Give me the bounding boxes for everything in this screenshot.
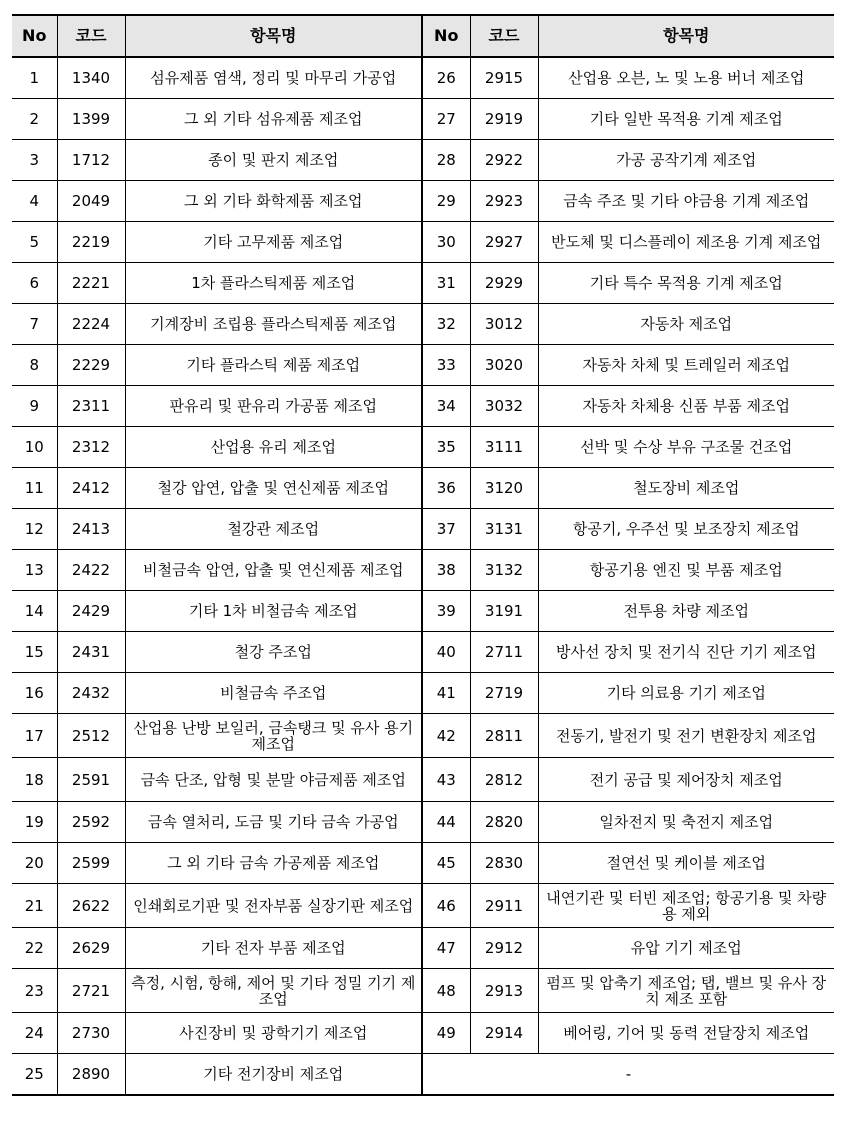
row-code-right: 2915 [470, 57, 538, 99]
row-no: 19 [12, 802, 57, 843]
table-row [12, 843, 834, 884]
row-name-right: 철도장비 제조업 [538, 468, 834, 509]
row-no: 17 [12, 714, 57, 758]
row-code-right: 3132 [470, 550, 538, 591]
row-name: 철강 압연, 압출 및 연신제품 제조업 [125, 468, 422, 509]
row-name: 금속 단조, 압형 및 분말 야금제품 제조업 [125, 758, 422, 802]
row-no-right: 36 [422, 468, 470, 509]
row-name: 판유리 및 판유리 가공품 제조업 [125, 386, 422, 427]
row-code: 2422 [57, 550, 125, 591]
row-no: 20 [12, 843, 57, 884]
row-name: 그 외 기타 금속 가공제품 제조업 [125, 843, 422, 884]
row-code: 2890 [57, 1054, 125, 1096]
row-name: 산업용 유리 제조업 [125, 427, 422, 468]
row-name-right: 선박 및 수상 부유 구조물 건조업 [538, 427, 834, 468]
table-row [12, 386, 834, 427]
row-name: 비철금속 압연, 압출 및 연신제품 제조업 [125, 550, 422, 591]
row-no-right: 28 [422, 140, 470, 181]
row-code-right: 2830 [470, 843, 538, 884]
row-no: 23 [12, 969, 57, 1013]
row-code: 2591 [57, 758, 125, 802]
row-name-right: 펌프 및 압축기 제조업; 탭, 밸브 및 유사 장치 제조 포함 [538, 969, 834, 1013]
table-row [12, 222, 834, 263]
row-code-right: 2820 [470, 802, 538, 843]
row-code: 2049 [57, 181, 125, 222]
row-name: 기타 고무제품 제조업 [125, 222, 422, 263]
row-name-right: 산업용 오븐, 노 및 노용 버너 제조업 [538, 57, 834, 99]
row-name: 기계장비 조립용 플라스틱제품 제조업 [125, 304, 422, 345]
row-name: 기타 플라스틱 제품 제조업 [125, 345, 422, 386]
table-row [12, 345, 834, 386]
row-code-right: 2922 [470, 140, 538, 181]
row-no: 7 [12, 304, 57, 345]
row-name: 1차 플라스틱제품 제조업 [125, 263, 422, 304]
row-no-right: 44 [422, 802, 470, 843]
row-no-right: 48 [422, 969, 470, 1013]
row-name-right: 전기 공급 및 제어장치 제조업 [538, 758, 834, 802]
row-name: 측정, 시험, 항해, 제어 및 기타 정밀 기기 제조업 [125, 969, 422, 1013]
row-no: 3 [12, 140, 57, 181]
row-code: 2599 [57, 843, 125, 884]
row-no: 13 [12, 550, 57, 591]
row-code-right: 3131 [470, 509, 538, 550]
header-name: 항목명 [125, 15, 422, 57]
row-no-right: 27 [422, 99, 470, 140]
row-no-right: 30 [422, 222, 470, 263]
header-row [12, 15, 834, 57]
row-name-right: 자동차 제조업 [538, 304, 834, 345]
row-name-right: 반도체 및 디스플레이 제조용 기계 제조업 [538, 222, 834, 263]
row-no-right: 32 [422, 304, 470, 345]
row-code-right: 2914 [470, 1013, 538, 1054]
table-body [12, 57, 834, 1095]
row-no-right: 26 [422, 57, 470, 99]
table-row [12, 591, 834, 632]
row-no: 8 [12, 345, 57, 386]
row-name-right: 베어링, 기어 및 동력 전달장치 제조업 [538, 1013, 834, 1054]
row-code: 2219 [57, 222, 125, 263]
row-code: 2592 [57, 802, 125, 843]
table-row [12, 509, 834, 550]
table-row [12, 550, 834, 591]
row-no: 2 [12, 99, 57, 140]
row-no: 10 [12, 427, 57, 468]
row-code-right: 2812 [470, 758, 538, 802]
row-no: 9 [12, 386, 57, 427]
row-code-right: 2923 [470, 181, 538, 222]
row-no: 18 [12, 758, 57, 802]
table-row [12, 57, 834, 99]
row-code-right: 2811 [470, 714, 538, 758]
row-no-right: 35 [422, 427, 470, 468]
row-name-right: 기타 일반 목적용 기계 제조업 [538, 99, 834, 140]
row-code-right: 3032 [470, 386, 538, 427]
row-no: 12 [12, 509, 57, 550]
row-no-right: 29 [422, 181, 470, 222]
row-no: 4 [12, 181, 57, 222]
row-no: 6 [12, 263, 57, 304]
header-no: No [12, 15, 57, 57]
table-row [12, 928, 834, 969]
table-row [12, 673, 834, 714]
row-code-right: 2919 [470, 99, 538, 140]
row-name-right: 전동기, 발전기 및 전기 변환장치 제조업 [538, 714, 834, 758]
row-code: 2431 [57, 632, 125, 673]
row-code: 1712 [57, 140, 125, 181]
row-code: 2432 [57, 673, 125, 714]
row-code: 2622 [57, 884, 125, 928]
row-name: 철강관 제조업 [125, 509, 422, 550]
row-name: 섬유제품 염색, 정리 및 마무리 가공업 [125, 57, 422, 99]
row-no: 25 [12, 1054, 57, 1096]
row-code-right: 3012 [470, 304, 538, 345]
row-name-right: 일차전지 및 축전지 제조업 [538, 802, 834, 843]
row-no-right: 34 [422, 386, 470, 427]
row-no-right: 43 [422, 758, 470, 802]
table-row [12, 802, 834, 843]
row-no-right: 37 [422, 509, 470, 550]
row-name: 사진장비 및 광학기기 제조업 [125, 1013, 422, 1054]
row-code-right: 3191 [470, 591, 538, 632]
table-row [12, 758, 834, 802]
table-row [12, 884, 834, 928]
table-row [12, 263, 834, 304]
row-code: 2512 [57, 714, 125, 758]
row-name: 기타 1차 비철금속 제조업 [125, 591, 422, 632]
table-row [12, 99, 834, 140]
row-code: 1340 [57, 57, 125, 99]
table-row [12, 140, 834, 181]
row-code-right: 2929 [470, 263, 538, 304]
row-code: 2224 [57, 304, 125, 345]
row-no: 11 [12, 468, 57, 509]
row-code-right: 2927 [470, 222, 538, 263]
row-name: 철강 주조업 [125, 632, 422, 673]
row-name: 인쇄회로기판 및 전자부품 실장기판 제조업 [125, 884, 422, 928]
row-name: 금속 열처리, 도금 및 기타 금속 가공업 [125, 802, 422, 843]
row-name-right: 내연기관 및 터빈 제조업; 항공기용 및 차량용 제외 [538, 884, 834, 928]
row-no: 24 [12, 1013, 57, 1054]
row-code-right: 2719 [470, 673, 538, 714]
row-code: 2730 [57, 1013, 125, 1054]
row-code: 2412 [57, 468, 125, 509]
row-no-right: 40 [422, 632, 470, 673]
row-code: 2311 [57, 386, 125, 427]
row-no: 15 [12, 632, 57, 673]
row-no-right: 39 [422, 591, 470, 632]
table-row [12, 304, 834, 345]
row-no-right: 47 [422, 928, 470, 969]
row-code: 2721 [57, 969, 125, 1013]
row-no-right: 33 [422, 345, 470, 386]
header-code-right: 코드 [470, 15, 538, 57]
row-code-right: 2711 [470, 632, 538, 673]
row-name: 그 외 기타 화학제품 제조업 [125, 181, 422, 222]
row-name-right: 전투용 차량 제조업 [538, 591, 834, 632]
row-code: 2429 [57, 591, 125, 632]
row-name-right: 방사선 장치 및 전기식 진단 기기 제조업 [538, 632, 834, 673]
table-row [12, 1013, 834, 1054]
industry-code-table [12, 14, 834, 1096]
row-no: 16 [12, 673, 57, 714]
table-row [12, 468, 834, 509]
row-name-right: 자동차 차체용 신품 부품 제조업 [538, 386, 834, 427]
header-no-right: No [422, 15, 470, 57]
row-no-right: 45 [422, 843, 470, 884]
row-name-right: 기타 특수 목적용 기계 제조업 [538, 263, 834, 304]
row-name: 기타 전기장비 제조업 [125, 1054, 422, 1096]
table-row [12, 1054, 834, 1096]
row-code-right: 3020 [470, 345, 538, 386]
row-empty-merged: - [422, 1054, 834, 1096]
row-no: 14 [12, 591, 57, 632]
row-name-right: 기타 의료용 기기 제조업 [538, 673, 834, 714]
row-code: 2629 [57, 928, 125, 969]
row-no: 5 [12, 222, 57, 263]
row-name-right: 절연선 및 케이블 제조업 [538, 843, 834, 884]
row-code: 2413 [57, 509, 125, 550]
row-name-right: 항공기, 우주선 및 보조장치 제조업 [538, 509, 834, 550]
row-no: 21 [12, 884, 57, 928]
table-row [12, 714, 834, 758]
header-code: 코드 [57, 15, 125, 57]
row-code: 2312 [57, 427, 125, 468]
row-no-right: 38 [422, 550, 470, 591]
row-code-right: 3120 [470, 468, 538, 509]
row-code: 2221 [57, 263, 125, 304]
row-no-right: 46 [422, 884, 470, 928]
table-row [12, 632, 834, 673]
row-code-right: 2911 [470, 884, 538, 928]
row-code-right: 2912 [470, 928, 538, 969]
row-no: 1 [12, 57, 57, 99]
row-name-right: 유압 기기 제조업 [538, 928, 834, 969]
row-name-right: 금속 주조 및 기타 야금용 기계 제조업 [538, 181, 834, 222]
row-no: 22 [12, 928, 57, 969]
table-row [12, 427, 834, 468]
row-name: 산업용 난방 보일러, 금속탱크 및 유사 용기 제조업 [125, 714, 422, 758]
header-name-right: 항목명 [538, 15, 834, 57]
row-name: 비철금속 주조업 [125, 673, 422, 714]
row-code: 1399 [57, 99, 125, 140]
row-name: 기타 전자 부품 제조업 [125, 928, 422, 969]
table-row [12, 181, 834, 222]
row-code: 2229 [57, 345, 125, 386]
row-no-right: 42 [422, 714, 470, 758]
row-no-right: 49 [422, 1013, 470, 1054]
table-row [12, 969, 834, 1013]
row-code-right: 3111 [470, 427, 538, 468]
row-name-right: 자동차 차체 및 트레일러 제조업 [538, 345, 834, 386]
row-no-right: 41 [422, 673, 470, 714]
row-name-right: 항공기용 엔진 및 부품 제조업 [538, 550, 834, 591]
row-name-right: 가공 공작기계 제조업 [538, 140, 834, 181]
row-no-right: 31 [422, 263, 470, 304]
row-code-right: 2913 [470, 969, 538, 1013]
row-name: 그 외 기타 섬유제품 제조업 [125, 99, 422, 140]
row-name: 종이 및 판지 제조업 [125, 140, 422, 181]
